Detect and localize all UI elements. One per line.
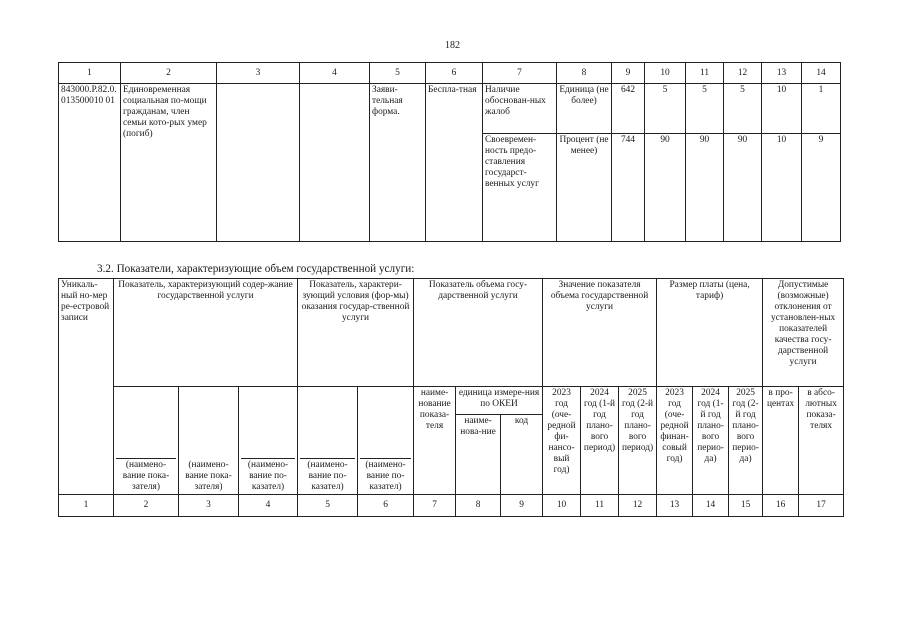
t2-col-number: 14 xyxy=(693,495,729,517)
t2-col-number: 2 xyxy=(114,495,179,517)
t1-col-number: 2 xyxy=(121,63,217,84)
h-volume-unit: единица измере-ния по ОКЕИ xyxy=(456,387,543,415)
indicator-name: Наличие обоснован-ных жалоб xyxy=(483,84,557,134)
h-fee-2024: 2024 год (1-й год плано-вого перио-да) xyxy=(693,387,729,495)
empty-cell xyxy=(300,84,370,242)
t2-col-number: 11 xyxy=(581,495,619,517)
value-2024: 90 xyxy=(686,134,724,242)
t2-col-number: 13 xyxy=(657,495,693,517)
table-row xyxy=(59,84,841,134)
condition-form: Заяви-тельная форма. xyxy=(370,84,426,242)
t2-col-number: 15 xyxy=(729,495,763,517)
h-deviation-absolute: в абсо-лютных показа-телях xyxy=(799,387,844,495)
h-value-2025: 2025 год (2-й год плано-вого период) xyxy=(619,387,657,495)
deviation-absolute: 9 xyxy=(802,134,841,242)
t1-col-number: 1 xyxy=(59,63,121,84)
indicator-unit: Процент (не менее) xyxy=(557,134,612,242)
h-service-conditions: Показатель, характери-зующий условия (фор-мы) оказания государ-ственной услуги xyxy=(298,279,414,387)
h-sub-cond-2-text: (наимено-вание по-казател) xyxy=(360,458,411,493)
registry-number: 843000.Р.82.0.013500010 01 xyxy=(59,84,121,242)
t1-col-number: 5 xyxy=(370,63,426,84)
h-volume-indicator: Показатель объема госу-дарственной услуги xyxy=(414,279,543,387)
indicator-code: 642 xyxy=(612,84,645,134)
empty-cell xyxy=(114,387,179,495)
h-fee: Размер платы (цена, тариф) xyxy=(657,279,763,387)
h-service-content: Показатель, характеризующий содер-жание государственной услуги xyxy=(114,279,298,387)
t2-col-number: 1 xyxy=(59,495,114,517)
deviation-percent: 10 xyxy=(762,84,802,134)
table1-header-row xyxy=(59,63,841,84)
t2-col-number: 3 xyxy=(179,495,239,517)
t1-col-number: 12 xyxy=(724,63,762,84)
t2-col-number: 6 xyxy=(358,495,414,517)
table2-header-row xyxy=(59,387,844,415)
t1-col-number: 14 xyxy=(802,63,841,84)
section-title: 3.2. Показатели, характеризующие объем государственной услуги: xyxy=(97,263,415,275)
t1-col-number: 6 xyxy=(426,63,483,84)
free-of-charge: Беспла-тная xyxy=(426,84,483,242)
h-volume-values: Значение показателя объема государственной услуги xyxy=(543,279,657,387)
deviation-absolute: 1 xyxy=(802,84,841,134)
h-fee-2025: 2025 год (2-й год плано-вого перио-да) xyxy=(729,387,763,495)
value-2024: 5 xyxy=(686,84,724,134)
h-fee-2023: 2023 год (оче-редной финан-совый год) xyxy=(657,387,693,495)
indicator-code: 744 xyxy=(612,134,645,242)
t1-col-number: 8 xyxy=(557,63,612,84)
h-value-2024: 2024 год (1-й год плано-вого период) xyxy=(581,387,619,495)
empty-cell xyxy=(217,84,300,242)
t2-col-number: 7 xyxy=(414,495,456,517)
h-sub-cond-1-text: (наимено-вание по-казател) xyxy=(300,458,355,493)
h-sub-content-1: (наимено-вание пока-зателя) xyxy=(116,458,176,493)
value-2025: 5 xyxy=(724,84,762,134)
t1-col-number: 4 xyxy=(300,63,370,84)
t2-col-number: 16 xyxy=(763,495,799,517)
t2-col-number: 17 xyxy=(799,495,844,517)
value-2025: 90 xyxy=(724,134,762,242)
h-sub-cond-2 xyxy=(358,387,414,495)
service-content: Единовременная социальная по-мощи гражданам, член семьи кото-рых умер (погиб) xyxy=(121,84,217,242)
t2-col-number: 5 xyxy=(298,495,358,517)
t1-col-number: 3 xyxy=(217,63,300,84)
h-sub-cond-1 xyxy=(298,387,358,495)
h-deviation-percent: в про-центах xyxy=(763,387,799,495)
page-number: 182 xyxy=(445,40,460,51)
t2-col-number: 4 xyxy=(239,495,298,517)
t1-col-number: 11 xyxy=(686,63,724,84)
h-sub-content-3-text: (наимено-вание по-казател) xyxy=(241,458,295,493)
value-2023: 90 xyxy=(645,134,686,242)
h-unit-name: наиме-нова-ние xyxy=(456,415,501,495)
t1-col-number: 7 xyxy=(483,63,557,84)
h-deviation: Допустимые (возможные) отклонения от установлен-ных показателей качества госу-дарственной услуги xyxy=(763,279,844,387)
h-sub-content-2: (наимено-вание пока-зателя) xyxy=(179,387,239,495)
h-value-2023: 2023 год (оче-редной фи-нансо-вый год) xyxy=(543,387,581,495)
t2-col-number: 10 xyxy=(543,495,581,517)
deviation-percent: 10 xyxy=(762,134,802,242)
indicator-unit: Единица (не более) xyxy=(557,84,612,134)
h-unit-code: код xyxy=(501,415,543,495)
t2-col-number: 9 xyxy=(501,495,543,517)
table2-number-row xyxy=(59,495,844,517)
t1-col-number: 9 xyxy=(612,63,645,84)
t2-col-number: 8 xyxy=(456,495,501,517)
h-sub-content-3 xyxy=(239,387,298,495)
quality-indicators-table xyxy=(58,62,841,242)
volume-indicators-table xyxy=(58,278,844,517)
t1-col-number: 10 xyxy=(645,63,686,84)
indicator-name: Своевремен-ность предо-ставления государст-венных услуг xyxy=(483,134,557,242)
value-2023: 5 xyxy=(645,84,686,134)
t2-col-number: 12 xyxy=(619,495,657,517)
t1-col-number: 13 xyxy=(762,63,802,84)
h-volume-name: наиме-нование показа-теля xyxy=(414,387,456,495)
table2-header-row xyxy=(59,279,844,387)
h-registry: Уникаль-ный но-мер ре-естровой записи xyxy=(59,279,114,495)
